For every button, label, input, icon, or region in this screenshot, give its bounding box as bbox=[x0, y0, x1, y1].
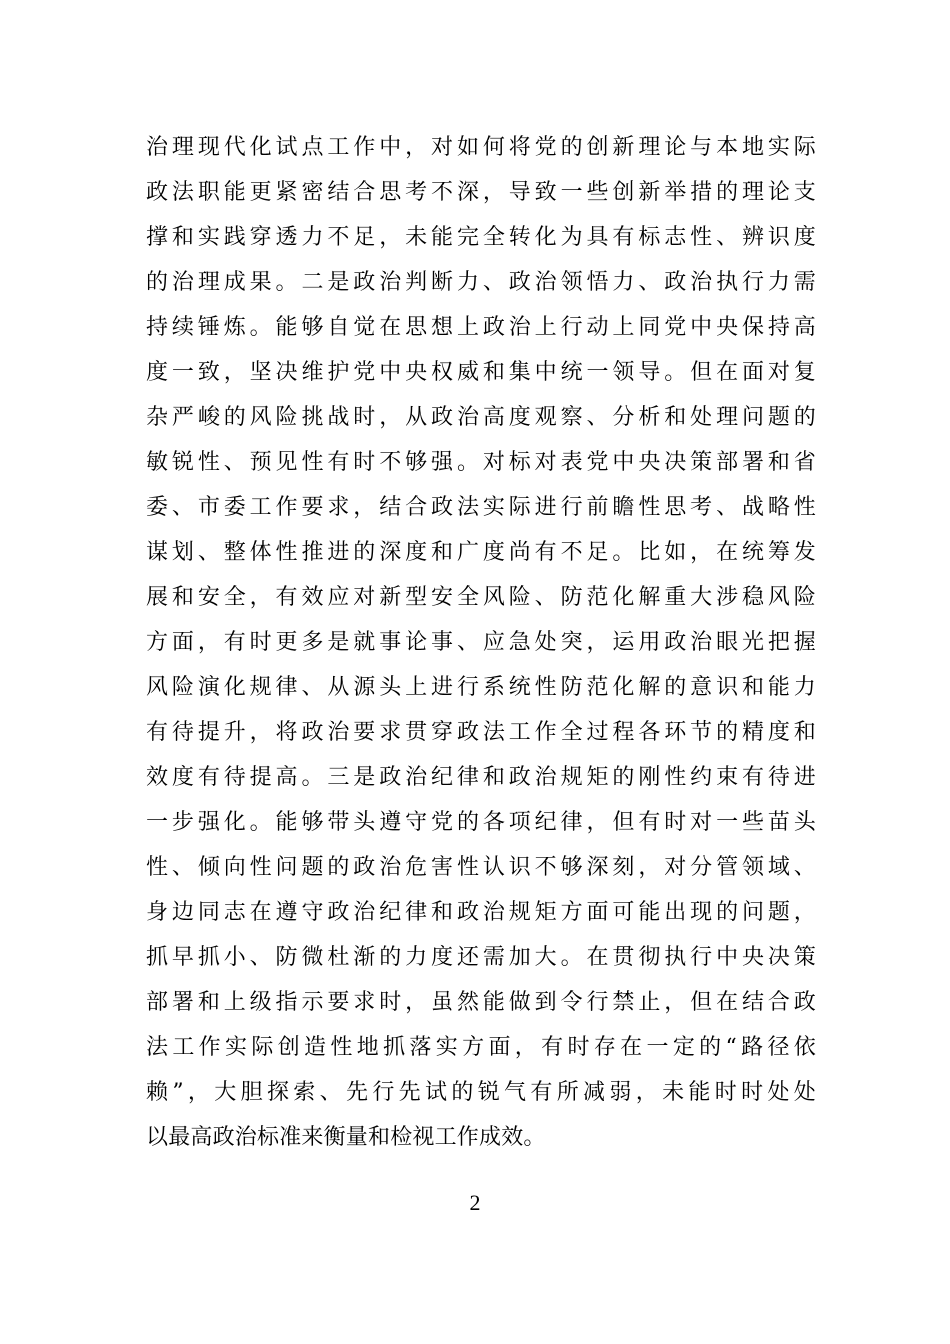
text-line: 赖”，大胆探索、先行先试的锐气有所减弱，未能时时处处 bbox=[146, 1080, 816, 1105]
text-line: 展和安全，有效应对新型安全风险、防范化解重大涉稳风险 bbox=[146, 585, 816, 610]
text-line: 敏锐性、预见性有时不够强。对标对表党中央决策部署和省 bbox=[146, 450, 816, 475]
text-line: 持续锤炼。能够自觉在思想上政治上行动上同党中央保持高 bbox=[146, 315, 816, 340]
text-line: 政法职能更紧密结合思考不深，导致一些创新举措的理论支 bbox=[146, 180, 816, 205]
text-line: 性、倾向性问题的政治危害性认识不够深刻，对分管领域、 bbox=[146, 855, 816, 880]
text-line: 法工作实际创造性地抓落实方面，有时存在一定的“路径依 bbox=[146, 1035, 816, 1060]
text-line: 杂严峻的风险挑战时，从政治高度观察、分析和处理问题的 bbox=[146, 405, 816, 430]
text-line: 治理现代化试点工作中，对如何将党的创新理论与本地实际 bbox=[146, 135, 816, 160]
page-number: 2 bbox=[469, 1190, 481, 1215]
text-line: 部署和上级指示要求时，虽然能做到令行禁止，但在结合政 bbox=[146, 990, 816, 1015]
text-line: 风险演化规律、从源头上进行系统性防范化解的意识和能力 bbox=[146, 675, 816, 700]
text-line: 身边同志在遵守政治纪律和政治规矩方面可能出现的问题， bbox=[146, 900, 816, 925]
text-line: 的治理成果。二是政治判断力、政治领悟力、政治执行力需 bbox=[146, 270, 816, 295]
text-line-last: 以最高政治标准来衡量和检视工作成效。 bbox=[146, 1125, 546, 1150]
text-line: 委、市委工作要求，结合政法实际进行前瞻性思考、战略性 bbox=[146, 495, 816, 520]
text-line: 谋划、整体性推进的深度和广度尚有不足。比如，在统筹发 bbox=[146, 540, 816, 565]
text-line: 撑和实践穿透力不足，未能完全转化为具有标志性、辨识度 bbox=[146, 225, 816, 250]
text-line: 度一致，坚决维护党中央权威和集中统一领导。但在面对复 bbox=[146, 360, 816, 385]
text-line: 一步强化。能够带头遵守党的各项纪律，但有时对一些苗头 bbox=[146, 810, 816, 835]
text-line: 效度有待提高。三是政治纪律和政治规矩的刚性约束有待进 bbox=[146, 765, 816, 790]
text-line: 方面，有时更多是就事论事、应急处突，运用政治眼光把握 bbox=[146, 630, 816, 655]
text-line: 抓早抓小、防微杜渐的力度还需加大。在贯彻执行中央决策 bbox=[146, 945, 816, 970]
body-paragraph bbox=[146, 125, 816, 1160]
text-line: 有待提升，将政治要求贯穿政法工作全过程各环节的精度和 bbox=[146, 720, 816, 745]
